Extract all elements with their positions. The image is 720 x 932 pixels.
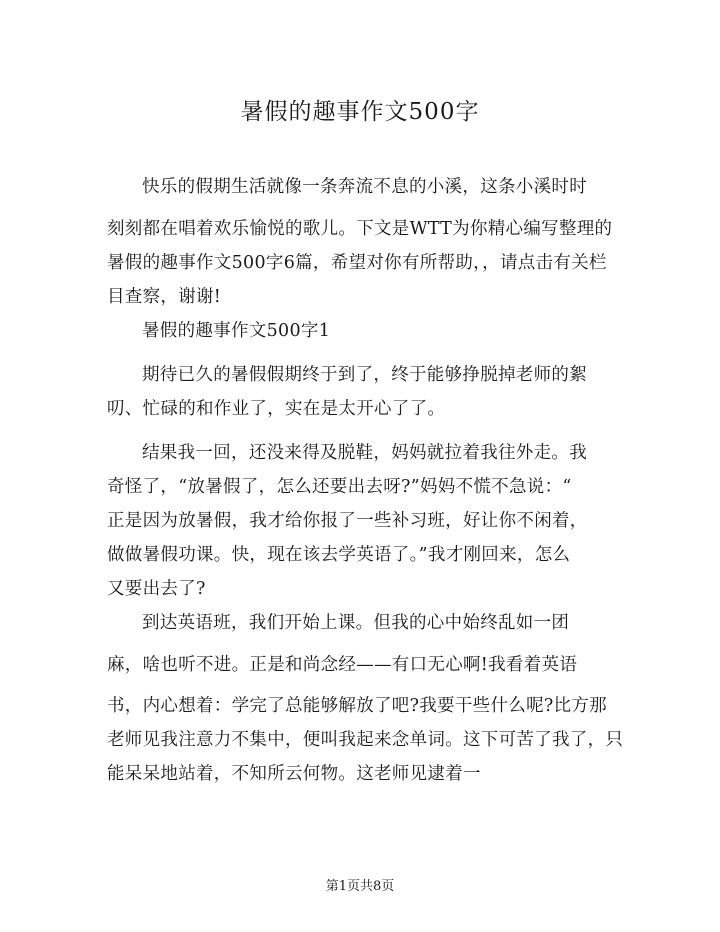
paragraph-line: 结果我一回，还没来得及脱鞋，妈妈就拉着我往外走。我 [142, 443, 587, 463]
paragraph-line: 暑假的趣事作文500字6篇，希望对你有所帮助，，请点击有关栏 [107, 253, 607, 273]
page-footer: 第1页共8页 [325, 879, 395, 894]
paragraph-line: 期待已久的暑假假期终于到了，终于能够挣脱掉老师的絮 [142, 365, 587, 385]
document-title: 暑假的趣事作文500字 [240, 99, 480, 125]
paragraph-line: 叨、忙碌的和作业了，实在是太开心了了。 [107, 399, 446, 419]
paragraph-line: 能呆呆地站着，不知所云何物。这老师见逮着一 [107, 764, 481, 784]
paragraph-line: 老师见我注意力不集中，便叫我起来念单词。这下可苦了我了，只 [107, 730, 624, 750]
paragraph-line: 又要出去了? [107, 579, 206, 599]
paragraph-line: 麻，啥也听不进。正是和尚念经——有口无心啊!我看着英语 [107, 655, 578, 675]
section-heading: 暑假的趣事作文500字1 [142, 321, 331, 341]
paragraph-line: 书，内心想着：学完了总能够解放了吧?我要干些什么呢?比方那 [107, 696, 607, 716]
paragraph-line: 到达英语班，我们开始上课。但我的心中始终乱如一团 [142, 613, 570, 633]
paragraph-line: 奇怪了，“放暑假了，怎么还要出去呀?”妈妈不慌不急说：“ [107, 477, 572, 497]
paragraph-line: 做做暑假功课。快，现在该去学英语了。”我才刚回来，怎么 [107, 545, 571, 565]
paragraph-line: 目查察，谢谢! [107, 287, 222, 307]
paragraph-line: 正是因为放暑假，我才给你报了一些补习班，好让你不闲着， [107, 511, 588, 531]
paragraph-line: 快乐的假期生活就像一条奔流不息的小溪，这条小溪时时 [142, 177, 587, 197]
paragraph-line: 刻刻都在唱着欢乐愉悦的歌儿。下文是WTT为你精心编写整理的 [107, 219, 613, 239]
